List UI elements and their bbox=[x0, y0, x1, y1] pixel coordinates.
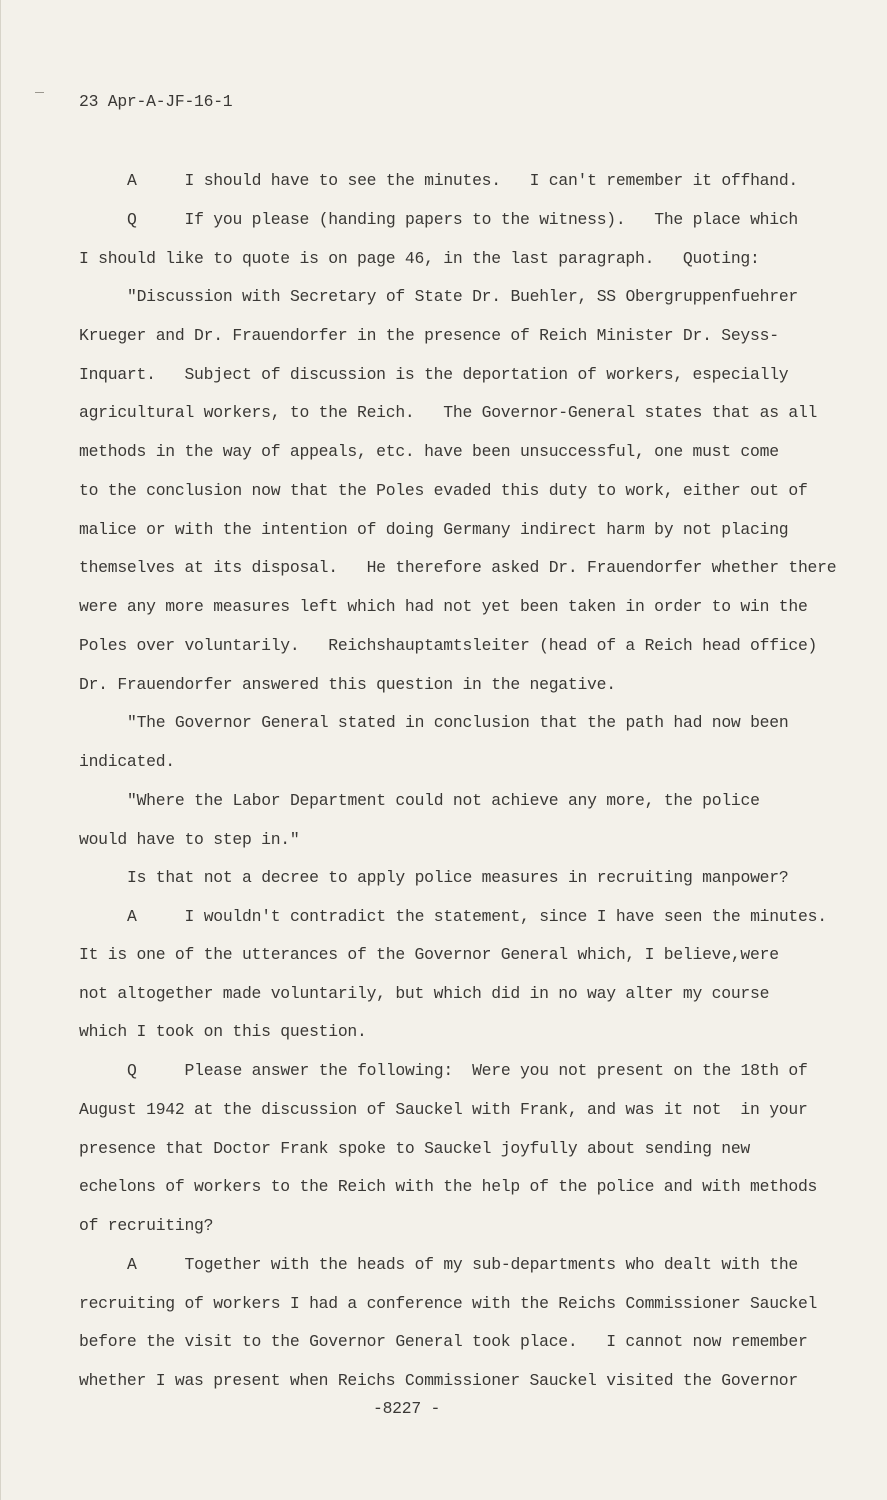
text-line: Dr. Frauendorfer answered this question in the negative. bbox=[79, 675, 616, 694]
text-line: August 1942 at the discussion of Sauckel with Frank, and was it not in your bbox=[79, 1100, 808, 1119]
text-line: of recruiting? bbox=[79, 1216, 214, 1235]
text-line: It is one of the utterances of the Governor General which, I believe,were bbox=[79, 945, 779, 964]
text-line: "Where the Labor Department could not achieve any more, the police bbox=[127, 791, 760, 810]
text-line: recruiting of workers I had a conference with the Reichs Commissioner Sauckel bbox=[79, 1294, 818, 1313]
text-line: echelons of workers to the Reich with the help of the police and with methods bbox=[79, 1177, 818, 1196]
text-line: indicated. bbox=[79, 752, 175, 771]
text-line: A Together with the heads of my sub-departments who dealt with the bbox=[127, 1255, 799, 1274]
text-line: Q If you please (handing papers to the witness). The place which bbox=[127, 210, 799, 229]
text-line: were any more measures left which had not yet been taken in order to win the bbox=[79, 597, 808, 616]
text-line: A I wouldn't contradict the statement, since I have seen the minutes. bbox=[127, 907, 827, 926]
text-line: malice or with the intention of doing Germany indirect harm by not placing bbox=[79, 520, 789, 539]
text-line: Is that not a decree to apply police measures in recruiting manpower? bbox=[127, 868, 789, 887]
page-number: -8227 - bbox=[373, 1399, 441, 1418]
text-line: whether I was present when Reichs Commissioner Sauckel visited the Governor bbox=[79, 1371, 798, 1390]
text-line: before the visit to the Governor General took place. I cannot now remember bbox=[79, 1332, 808, 1351]
text-line: which I took on this question. bbox=[79, 1022, 367, 1041]
text-line: would have to step in." bbox=[79, 830, 300, 849]
text-line: methods in the way of appeals, etc. have been unsuccessful, one must come bbox=[79, 442, 779, 461]
text-line: Q Please answer the following: Were you not present on the 18th of bbox=[127, 1061, 808, 1080]
margin-mark bbox=[35, 92, 44, 93]
text-line: Poles over voluntarily. Reichshauptamtsleiter (head of a Reich head office) bbox=[79, 636, 818, 655]
document-reference: 23 Apr-A-JF-16-1 bbox=[79, 92, 233, 111]
text-line: Krueger and Dr. Frauendorfer in the presence of Reich Minister Dr. Seyss- bbox=[79, 326, 779, 345]
text-line: A I should have to see the minutes. I can't remember it offhand. bbox=[127, 171, 799, 190]
text-line: "The Governor General stated in conclusion that the path had now been bbox=[127, 713, 789, 732]
text-line: I should like to quote is on page 46, in the last paragraph. Quoting: bbox=[79, 249, 760, 268]
text-line: not altogether made voluntarily, but which did in no way alter my course bbox=[79, 984, 770, 1003]
text-line: themselves at its disposal. He therefore asked Dr. Frauendorfer whether there bbox=[79, 558, 837, 577]
text-line: agricultural workers, to the Reich. The Governor-General states that as all bbox=[79, 403, 818, 422]
text-line: to the conclusion now that the Poles evaded this duty to work, either out of bbox=[79, 481, 808, 500]
text-line: presence that Doctor Frank spoke to Sauckel joyfully about sending new bbox=[79, 1139, 751, 1158]
text-line: Inquart. Subject of discussion is the deportation of workers, especially bbox=[79, 365, 789, 384]
text-line: "Discussion with Secretary of State Dr. Buehler, SS Obergruppenfuehrer bbox=[127, 287, 799, 306]
